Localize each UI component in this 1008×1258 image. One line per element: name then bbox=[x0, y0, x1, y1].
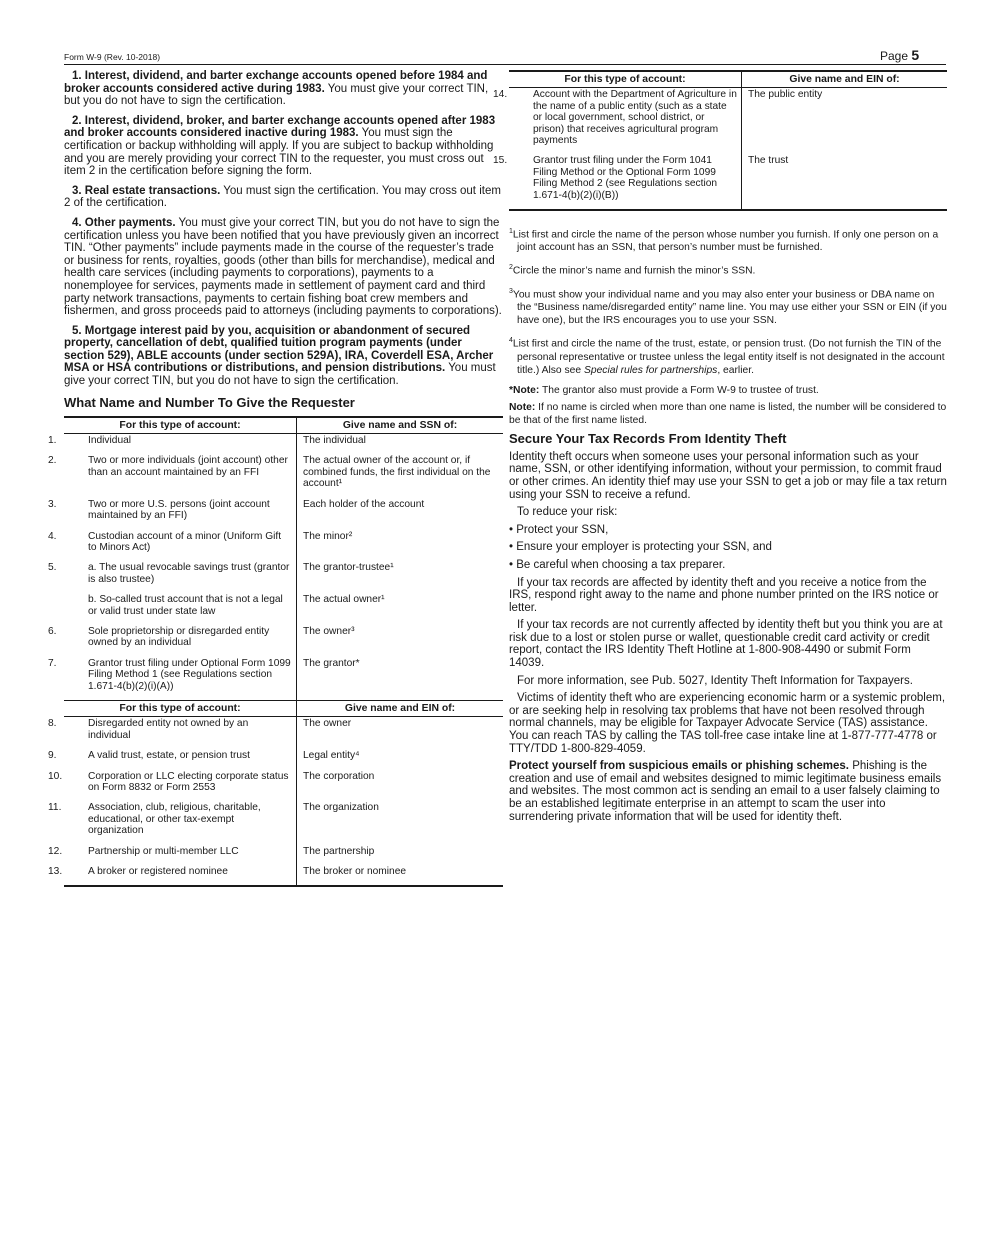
account-type-cell bbox=[48, 498, 297, 530]
bullet-text: Ensure your employer is protecting your SSN, and bbox=[516, 541, 772, 554]
grantor-note-label: *Note: bbox=[509, 384, 540, 396]
account-type-text: Two or more individuals (joint account) other than an account maintained by an FFI bbox=[88, 455, 288, 478]
form-label: Form W-9 (Rev. 10-2018) bbox=[64, 52, 161, 62]
row-number: 15. bbox=[493, 155, 508, 167]
table-row bbox=[64, 454, 503, 497]
hotline-paragraph: If your tax records are not currently affected by identity theft but you think you are at risk due to a lost or stolen purse or wallet, questionable credit card activity or credit report, contact the IRS Identity Theft Hotline at 1-800-908-4490 or submit Form 14039. bbox=[509, 619, 943, 670]
ein-table bbox=[48, 700, 503, 887]
footnote-tail: , earlier. bbox=[717, 364, 754, 376]
item-5-heading: 5. Mortgage interest paid by you, acquisition or abandonment of secured property, cancellation of debt, qualified tuition program payments (under section 529), ABLE accounts (under section 529A), IRA, Coverdell ESA, Archer MSA or HSA contributions or distributions, and pension distributions. bbox=[64, 324, 494, 375]
item-2 bbox=[64, 115, 503, 178]
ssn-table-col2-header: Give name and SSN of: bbox=[297, 417, 504, 434]
account-type-text: Disregarded entity not owned by an individual bbox=[88, 718, 249, 741]
row-number: 13. bbox=[48, 866, 63, 878]
left-column bbox=[48, 70, 503, 887]
identity-theft-intro: Identity theft occurs when someone uses your personal information such as your name, SSN, or other identifying information, without your permission, to commit fraud or other crimes. An identity thief may use your SSN to get a job or may file a tax return using your SSN to receive a refund. bbox=[509, 450, 947, 501]
item-4 bbox=[64, 217, 503, 318]
table-row bbox=[509, 154, 947, 210]
row-number: 7. bbox=[48, 657, 57, 669]
account-type-text: A valid trust, estate, or pension trust bbox=[88, 750, 250, 762]
item-2-body: You must sign the certification or backup withholding will apply. If you are subject to backup withholding and you are merely providing your correct TIN to the requester, you must cross out item 2 in the certification before signing the form. bbox=[64, 127, 494, 178]
item-3 bbox=[64, 185, 503, 210]
footnotes bbox=[509, 225, 947, 377]
table-row bbox=[64, 749, 503, 769]
page-label: Page bbox=[880, 49, 909, 63]
account-type-cell bbox=[48, 454, 297, 497]
item-1-body: You must give your correct TIN, but you do not have to sign the certification. bbox=[64, 82, 489, 108]
give-name-cell: The actual owner¹ bbox=[303, 594, 385, 606]
footnote-2 bbox=[509, 261, 947, 277]
footnote-4 bbox=[509, 334, 947, 376]
item-2-heading: 2. Interest, dividend, broker, and barter exchange accounts opened after 1983 and broker accounts considered inactive during 1983. bbox=[64, 114, 496, 140]
account-type-text: Sole proprietorship or disregarded entity owned by an individual bbox=[88, 625, 270, 649]
table-row bbox=[64, 530, 503, 562]
item-5-body: You must give your correct TIN, but you do not have to sign the certification. bbox=[64, 362, 496, 388]
ein-table-col2-header: Give name and EIN of: bbox=[297, 700, 504, 716]
table-row bbox=[64, 625, 503, 657]
give-name-cell: The individual bbox=[303, 435, 366, 447]
account-type-cell bbox=[48, 561, 297, 593]
account-type-text: b. So-called trust account that is not a legal or valid trust under state law bbox=[88, 594, 283, 617]
table-row bbox=[509, 88, 947, 155]
section-title: What Name and Number To Give the Requester bbox=[64, 394, 355, 410]
phishing-paragraph bbox=[509, 760, 947, 823]
give-name-cell: The actual owner of the account or, if combined funds, the first individual on the account¹ bbox=[303, 455, 491, 490]
row-number: 8. bbox=[48, 718, 57, 730]
bullet-text: Be careful when choosing a tax preparer. bbox=[516, 558, 726, 571]
ein-continued-col2-header: Give name and EIN of: bbox=[742, 71, 948, 88]
give-name-cell: The broker or nominee bbox=[303, 866, 407, 878]
irs-notice-paragraph: If your tax records are affected by identity theft and you receive a notice from the IRS, respond right away to the name and phone number printed on the IRS notice or letter. bbox=[509, 576, 939, 614]
tas-paragraph: Victims of identity theft who are experiencing economic harm or a systemic problem, or are seeking help in resolving tax problems that have not been resolved through normal channels, may be eligible for Taxpayer Advocate Service (TAS) assistance. You can reach TAS by calling the TAS toll-free case intake line at 1-877-777-4778 or TTY/TDD 1-800-829-4059. bbox=[509, 692, 946, 755]
account-type-cell bbox=[48, 717, 297, 749]
table-row bbox=[64, 657, 503, 700]
account-type-cell bbox=[493, 88, 742, 155]
name-note bbox=[509, 401, 947, 427]
row-number: 4. bbox=[48, 530, 57, 542]
page-indicator bbox=[880, 47, 919, 63]
account-type-text: Association, club, religious, charitable, educational, or other tax-exempt organization bbox=[88, 802, 261, 837]
footnote-mark: 3 bbox=[509, 287, 513, 295]
ein-table-continued bbox=[493, 70, 947, 211]
table-row bbox=[64, 801, 503, 844]
table-row bbox=[64, 434, 503, 455]
phishing-heading: Protect yourself from suspicious emails or phishing schemes. bbox=[509, 760, 849, 773]
account-type-text: A broker or registered nominee bbox=[88, 866, 228, 878]
footnote-mark: 1 bbox=[509, 228, 513, 236]
name-note-text: If no name is circled when more than one name is listed, the number will be considered to be that of the first name listed. bbox=[509, 401, 947, 426]
give-name-cell: The public entity bbox=[748, 89, 823, 101]
account-type-cell bbox=[48, 845, 297, 865]
identity-theft-heading: Secure Your Tax Records From Identity Theft bbox=[509, 430, 787, 446]
footnote-text: You must show your individual name and you may also enter your business or DBA name on the “Business name/disregarded entity” name line. You may use either your SSN or EIN (if you have one), but the IRS encourages you to use your SSN. bbox=[512, 289, 947, 327]
ssn-table-col1-header: For this type of account: bbox=[64, 417, 297, 434]
account-type-cell bbox=[48, 434, 297, 455]
footnote-text: List first and circle the name of the trust, estate, or pension trust. (Do not furnish the TIN of the personal representative or trustee unless the legal entity itself is not designated in the account title.) Also see bbox=[512, 338, 945, 376]
account-type-text: Grantor trust filing under Optional Form 1099 Filing Method 1 (see Regulations section 1.671-4(b)(2)(i)(A)) bbox=[88, 657, 291, 692]
account-type-cell bbox=[48, 749, 297, 769]
account-type-text: Partnership or multi-member LLC bbox=[88, 845, 239, 857]
footnote-3 bbox=[509, 285, 947, 327]
header-rule bbox=[64, 64, 946, 65]
give-name-cell: The organization bbox=[303, 802, 379, 814]
row-number: 1. bbox=[48, 435, 57, 447]
account-type-cell bbox=[48, 530, 297, 562]
table-row bbox=[64, 717, 503, 749]
reduce-risk-text: To reduce your risk: bbox=[517, 506, 618, 519]
account-type-cell bbox=[64, 593, 297, 625]
bullet-text: Protect your SSN, bbox=[516, 523, 609, 536]
row-number: 6. bbox=[48, 625, 57, 637]
account-type-cell bbox=[48, 801, 297, 844]
footnote-mark: 4 bbox=[509, 337, 513, 345]
account-type-cell bbox=[48, 657, 297, 700]
give-name-cell: The corporation bbox=[303, 770, 375, 782]
account-type-cell bbox=[48, 865, 297, 886]
ein-table-col1-header: For this type of account: bbox=[64, 700, 297, 716]
grantor-note-text: The grantor also must provide a Form W-9 to trustee of trust. bbox=[539, 384, 819, 396]
item-3-heading: 3. Real estate transactions. bbox=[72, 184, 221, 197]
account-type-text: Account with the Department of Agriculture in the name of a public entity (such as a state or local government, school district, or prison) that receives agricultural program payments bbox=[533, 89, 737, 147]
give-name-cell: The owner bbox=[303, 718, 352, 730]
account-type-text: Grantor trust filing under the Form 1041 Filing Method or the Optional Form 1099 Filing Method 2 (see Regulations section 1.671-4(b)(2)(i)(B)) bbox=[533, 155, 718, 201]
bullet-item: • Protect your SSN, bbox=[509, 523, 609, 536]
item-5 bbox=[64, 325, 503, 388]
grantor-note bbox=[509, 384, 947, 397]
table-row bbox=[64, 498, 503, 530]
bullet-item: • Ensure your employer is protecting your SSN, and bbox=[509, 541, 772, 554]
item-1-heading: 1. Interest, dividend, and barter exchange accounts opened before 1984 and broker accounts considered active during 1983. bbox=[64, 70, 488, 95]
item-4-heading: 4. Other payments. bbox=[72, 216, 176, 229]
give-name-cell: The grantor-trustee¹ bbox=[303, 562, 394, 574]
row-number: 2. bbox=[48, 455, 57, 467]
item-4-body: You must give your correct TIN, but you do not have to sign the certification unless you have been notified that you have previously given an incorrect TIN. “Other payments” include payments made in the course of the requester’s trade or business for rents, royalties, goods (other than bills for merchandise), medical and health care services (including payments to corporations), payments to a nonemployee for services, payments made in settlement of payment card and third party network transactions, payments to certain fishing boat crew members and fishermen, and gross proceeds paid to attorneys (including payments to corporations). bbox=[64, 216, 502, 318]
row-number: 14. bbox=[493, 89, 508, 101]
item-3-body: You must sign the certification. You may cross out item 2 of the certification. bbox=[64, 184, 501, 210]
table-row bbox=[64, 593, 503, 625]
row-number: 3. bbox=[48, 498, 57, 510]
account-type-text: Individual bbox=[88, 435, 132, 447]
bullet-item: • Be careful when choosing a tax preparer. bbox=[509, 558, 726, 571]
account-type-text: Two or more U.S. persons (joint account maintained by an FFI) bbox=[88, 498, 270, 522]
row-number: 5. bbox=[48, 562, 57, 574]
table-row bbox=[64, 845, 503, 865]
page-number: 5 bbox=[911, 47, 920, 63]
give-name-cell: Legal entity⁴ bbox=[303, 750, 360, 762]
item-1 bbox=[64, 70, 503, 108]
footnote-1 bbox=[509, 225, 947, 254]
row-number: 12. bbox=[48, 845, 63, 857]
give-name-cell: The grantor* bbox=[303, 657, 360, 669]
give-name-cell: The owner³ bbox=[303, 625, 355, 637]
name-note-label: Note: bbox=[509, 401, 536, 413]
account-type-cell bbox=[493, 154, 742, 210]
give-name-cell: The trust bbox=[748, 155, 789, 167]
account-type-text: Custodian account of a minor (Uniform Gift to Minors Act) bbox=[88, 530, 282, 553]
footnote-text: Circle the minor’s name and furnish the minor’s SSN. bbox=[512, 265, 756, 277]
right-column bbox=[493, 70, 947, 828]
account-type-text: Corporation or LLC electing corporate status on Form 8832 or Form 2553 bbox=[88, 770, 289, 793]
table-row bbox=[64, 865, 503, 886]
phishing-body: Phishing is the creation and use of email and websites designed to mimic legitimate business emails and websites. The most common act is sending an email to a user falsely claiming to be an established legitimate enterprise in an attempt to scam the user into surrendering private information that will be used for identity theft. bbox=[509, 760, 942, 823]
give-name-cell: The partnership bbox=[303, 845, 375, 857]
footnote-italic: Special rules for partnerships bbox=[583, 364, 718, 376]
footnote-mark: 2 bbox=[509, 264, 513, 272]
row-number: 11. bbox=[48, 802, 62, 814]
ssn-table bbox=[48, 416, 503, 700]
footnote-text: List first and circle the name of the person whose number you furnish. If only one person on a joint account has an SSN, that person’s number must be furnished. bbox=[512, 229, 939, 254]
ein-continued-col1-header: For this type of account: bbox=[509, 71, 742, 88]
account-type-text: a. The usual revocable savings trust (grantor is also trustee) bbox=[88, 562, 290, 585]
row-number: 10. bbox=[48, 770, 63, 782]
give-name-cell: The minor² bbox=[303, 530, 353, 542]
give-name-cell: Each holder of the account bbox=[303, 498, 425, 510]
account-type-cell bbox=[48, 625, 297, 657]
account-type-cell bbox=[48, 770, 297, 802]
table-row bbox=[64, 561, 503, 593]
pub-5027-paragraph: For more information, see Pub. 5027, Identity Theft Information for Taxpayers. bbox=[517, 674, 913, 687]
row-number: 9. bbox=[48, 750, 57, 762]
table-row bbox=[64, 770, 503, 802]
